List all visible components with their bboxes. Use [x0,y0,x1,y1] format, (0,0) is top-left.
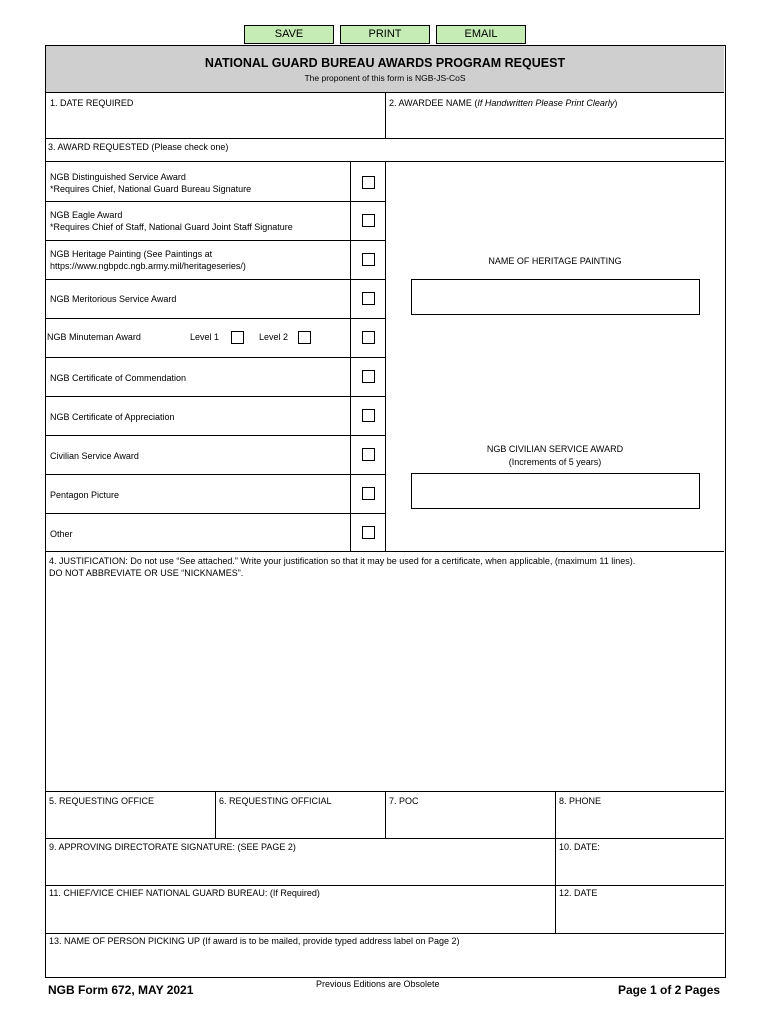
divider [46,435,385,436]
form-number: NGB Form 672, MAY 2021 [48,983,194,997]
divider [46,138,724,139]
award-checkbox-eagle[interactable] [362,214,375,227]
award-label: NGB Eagle Award [50,210,123,220]
approving-signature-label: 9. APPROVING DIRECTORATE SIGNATURE: (SEE PAGE 2) [49,842,296,852]
divider [46,357,385,358]
divider [46,279,385,280]
minuteman-level1-checkbox[interactable] [231,331,244,344]
date-12-field[interactable] [556,900,724,932]
award-requested-label: 3. AWARD REQUESTED (Please check one) [48,142,229,152]
poc-field[interactable] [386,808,554,837]
award-civilian-service: Civilian Service Award [50,451,139,461]
award-requirement: *Requires Chief, National Guard Bureau Signature [50,184,252,194]
award-request-form [45,45,726,978]
heritage-painting-name-label: NAME OF HERITAGE PAINTING [488,256,622,266]
form-title: NATIONAL GUARD BUREAU AWARDS PROGRAM REQUEST [204,56,566,70]
civilian-award-title: NGB CIVILIAN SERVICE AWARD [486,444,624,454]
save-button[interactable]: SAVE [244,25,334,44]
award-commendation: NGB Certificate of Commendation [50,373,187,383]
date-10-label: 10. DATE: [559,842,600,852]
requesting-office-field[interactable] [46,808,214,837]
email-button[interactable]: EMAIL [436,25,526,44]
award-checkbox-meritorious-service[interactable] [362,292,375,305]
award-requirement: *Requires Chief of Staff, National Guard Joint Staff Signature [50,222,293,232]
awardee-name-field[interactable] [386,96,724,138]
justification-instruction: DO NOT ABBREVIATE OR USE “NICKNAMES”. [49,568,244,578]
minuteman-level2-checkbox[interactable] [298,331,311,344]
award-label: NGB Heritage Painting (See Paintings at [50,249,213,259]
awardee-name-note: If Handwritten Please Print Clearly [477,98,615,108]
award-checkbox-distinguished-service[interactable] [362,176,375,189]
award-other: Other [50,529,73,539]
justification-label: 4. JUSTIFICATION: Do not use “See attached.” Write your justification so that it may be used for a certificate, when applicable, (maximum 11 lines). [49,556,636,566]
form-subtitle: The proponent of this form is NGB-JS-CoS [304,73,466,83]
civilian-award-years-field[interactable] [411,473,700,509]
requesting-official-label: 6. REQUESTING OFFICIAL [219,796,332,806]
award-pentagon-picture: Pentagon Picture [50,490,120,500]
justification-field[interactable] [46,582,724,790]
form-header [46,46,724,93]
award-heritage-painting [50,248,246,272]
print-button[interactable]: PRINT [340,25,430,44]
award-label: NGB Distinguished Service Award [50,172,186,182]
approving-signature-field[interactable] [46,854,554,884]
chief-signature-field[interactable] [46,900,554,932]
chief-signature-label: 11. CHIEF/VICE CHIEF NATIONAL GUARD BUREAU: (If Required) [49,888,320,898]
award-checkbox-heritage-painting[interactable] [362,253,375,266]
divider [46,933,724,934]
divider [46,240,385,241]
minuteman-level2-label: Level 2 [259,332,289,342]
award-minuteman: NGB Minuteman Award [47,332,141,342]
page-indicator: Page 1 of 2 Pages [618,983,721,997]
award-checkbox-other[interactable] [362,526,375,539]
civilian-award-note: (Increments of 5 years) [508,457,602,467]
award-distinguished-service [50,171,251,195]
requesting-official-field[interactable] [216,808,384,837]
award-checkbox-civilian-service[interactable] [362,448,375,461]
pickup-person-field[interactable] [46,948,724,976]
phone-field[interactable] [556,808,724,837]
award-meritorious-service: NGB Meritorious Service Award [50,294,177,304]
award-checkbox-pentagon-picture[interactable] [362,487,375,500]
date-required-label: 1. DATE REQUIRED [50,98,134,108]
divider [46,396,385,397]
divider [46,838,724,839]
divider [46,551,724,552]
divider [385,161,386,551]
award-checkbox-appreciation[interactable] [362,409,375,422]
divider [46,318,385,319]
phone-label: 8. PHONE [559,796,602,806]
award-link: https://www.ngbpdc.ngb.army.mil/heritageseries/) [50,261,246,271]
divider [46,474,385,475]
editions-notice: Previous Editions are Obsolete [316,979,440,989]
requesting-office-label: 5. REQUESTING OFFICE [49,796,155,806]
date-required-field[interactable] [46,96,384,138]
award-checkbox-commendation[interactable] [362,370,375,383]
date-12-label: 12. DATE [559,888,598,898]
award-appreciation: NGB Certificate of Appreciation [50,412,175,422]
award-eagle [50,209,293,233]
minuteman-level1-label: Level 1 [190,332,220,342]
date-10-field[interactable] [556,854,724,884]
awardee-name-label: 2. AWARDEE NAME (If Handwritten Please Print Clearly) [389,98,618,108]
divider [46,885,724,886]
pickup-person-label: 13. NAME OF PERSON PICKING UP (If award is to be mailed, provide typed address label on Page 2) [49,936,460,946]
award-checkbox-minuteman[interactable] [362,331,375,344]
action-button-bar [0,25,770,45]
divider [46,201,385,202]
divider [46,513,385,514]
divider [350,161,351,551]
heritage-painting-name-field[interactable] [411,279,700,315]
poc-label: 7. POC [389,796,419,806]
